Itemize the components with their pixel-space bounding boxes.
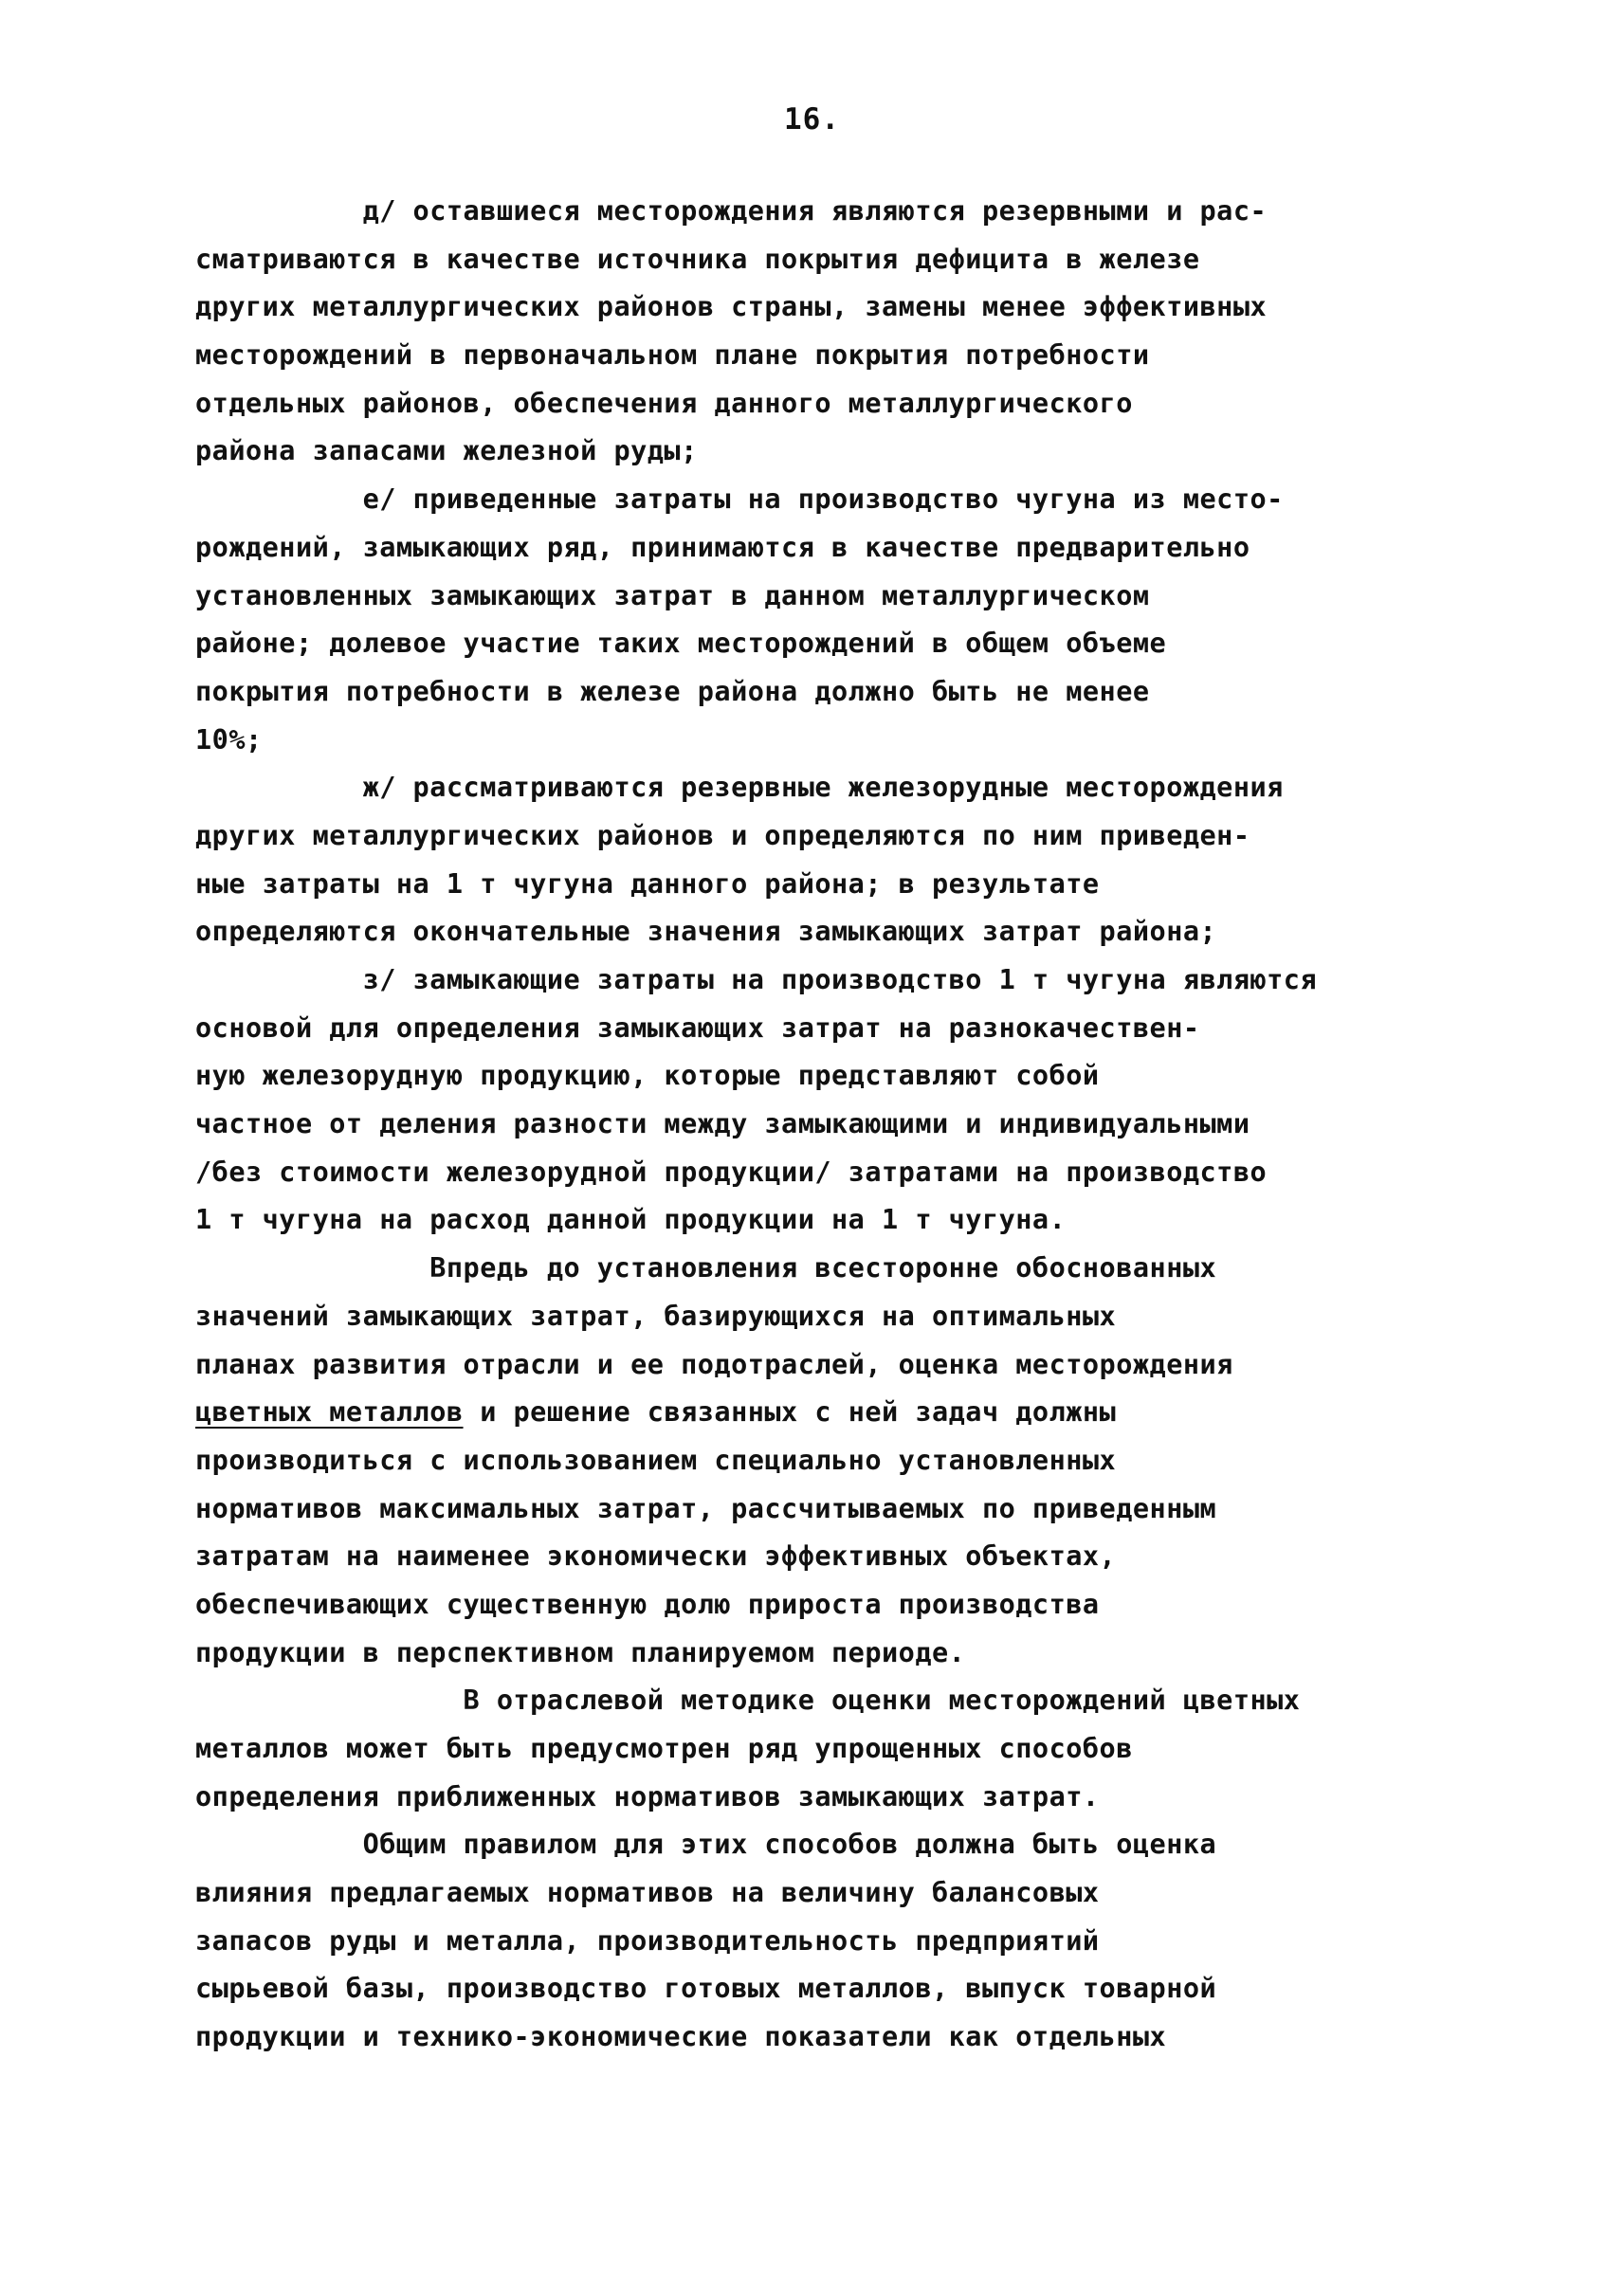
- text-line: продукции в перспективном планируемом периоде.: [195, 1636, 966, 1668]
- text-line: установленных замыкающих затрат в данном металлургическом: [195, 579, 1150, 611]
- text-line: рождений, замыкающих ряд, принимаются в качестве предварительно: [195, 531, 1250, 563]
- page-number: 16.: [784, 102, 840, 137]
- text-line: 10%;: [195, 723, 263, 756]
- text-line: е/ приведенные затраты на производство чугуна из место-: [195, 483, 1284, 516]
- text-line: Общим правилом для этих способов должна быть оценка: [195, 1829, 1217, 1861]
- text-line: районе; долевое участие таких месторождений в общем объеме: [195, 628, 1167, 660]
- text-line: Впредь до установления всесторонне обоснованных: [195, 1252, 1217, 1284]
- text-line: определяются окончательные значения замыкающих затрат района;: [195, 916, 1217, 948]
- text-line: металлов может быть предусмотрен ряд упрощенных способов: [195, 1733, 1133, 1764]
- text-line: определения приближенных нормативов замыкающих затрат.: [195, 1780, 1100, 1812]
- text-line: нормативов максимальных затрат, рассчитываемых по приведенным: [195, 1492, 1217, 1524]
- text-line: ную железорудную продукцию, которые представляют собой: [195, 1060, 1100, 1092]
- text-line: влияния предлагаемых нормативов на величину балансовых: [195, 1877, 1100, 1909]
- text-line: основой для определения замыкающих затрат на разнокачествен-: [195, 1011, 1200, 1044]
- text-line: запасов руды и металла, производительность предприятий: [195, 1924, 1100, 1957]
- text-line: /без стоимости железорудной продукции/ затратами на производство: [195, 1156, 1268, 1188]
- text-line: отдельных районов, обеспечения данного металлургического: [195, 387, 1133, 419]
- text-line: сматриваются в качестве источника покрытия дефицита в железе: [195, 243, 1200, 275]
- text-line: сырьевой базы, производство готовых металлов, выпуск товарной: [195, 1973, 1217, 2005]
- text-line: д/ оставшиеся месторождения являются резервными и рас-: [195, 195, 1268, 227]
- underlined-phrase: цветных металлов: [195, 1396, 464, 1429]
- text-line: обеспечивающих существенную долю прироста производства: [195, 1588, 1100, 1620]
- text-line: месторождений в первоначальном плане покрытия потребности: [195, 339, 1150, 372]
- text-line: [195, 1389, 1466, 1437]
- text-line: затратам на наименее экономически эффективных объектах,: [195, 1540, 1117, 1573]
- text-line: других металлургических районов страны, замены менее эффективных: [195, 291, 1268, 323]
- text-line: других металлургических районов и определяются по ним приведен-: [195, 819, 1250, 851]
- text-line: производиться с использованием специально установленных: [195, 1444, 1117, 1476]
- text-line: ные затраты на 1 т чугуна данного района; в результате: [195, 867, 1100, 900]
- text-line: продукции и технико-экономические показатели как отдельных: [195, 2021, 1167, 2053]
- text-line: з/ замыкающие затраты на производство 1 т чугуна являются: [195, 964, 1318, 995]
- text-line: покрытия потребности в железе района должно быть не менее: [195, 675, 1150, 707]
- body-text: [195, 188, 1466, 2062]
- text-line: частное от деления разности между замыкающими и индивидуальными: [195, 1108, 1250, 1140]
- text-line-rest: и решение связанных с ней задач должны: [463, 1396, 1117, 1429]
- text-line: В отраслевой методике оценки месторождений цветных: [195, 1685, 1301, 1717]
- text-line: значений замыкающих затрат, базирующихся на оптимальных: [195, 1300, 1117, 1332]
- text-line: района запасами железной руды;: [195, 435, 698, 467]
- text-line: ж/ рассматриваются резервные железорудные месторождения: [195, 772, 1284, 804]
- text-line: планах развития отрасли и ее подотраслей, оценка месторождения: [195, 1348, 1233, 1380]
- text-line: 1 т чугуна на расход данной продукции на 1 т чугуна.: [195, 1204, 1067, 1236]
